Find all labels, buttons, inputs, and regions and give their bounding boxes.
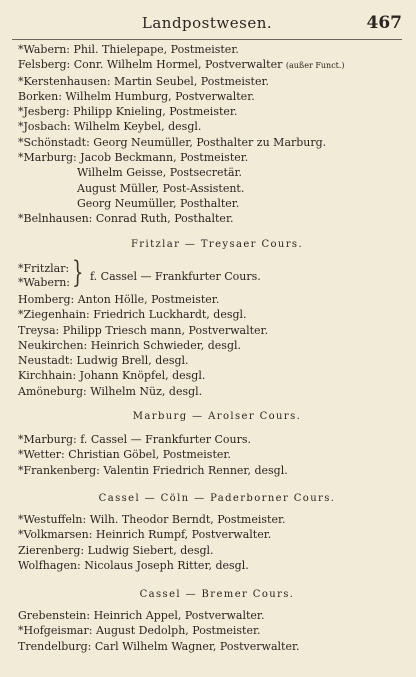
entry-line: Wolfhagen: Nicolaus Joseph Ritter, desgl. <box>18 558 249 572</box>
section-heading: Fritzlar — Treysaer Cours. <box>130 239 304 250</box>
entry-line: Kirchhain: Johann Knöpfel, desgl. <box>18 369 206 383</box>
entry-line: Grebenstein: Heinrich Appel, Postverwalter. <box>18 609 265 622</box>
entry-line: *Ziegenhain: Friedrich Luckhardt, desgl. <box>18 308 247 322</box>
entry-text: Felsberg: Conr. Wilhelm Hormel, Postverwalter <box>18 58 283 72</box>
section-wabern-marburg <box>0 42 416 227</box>
entry-line: Homberg: Anton Hölle, Postmeister. <box>18 293 220 306</box>
entry-line: *Wabern: Phil. Thielepape, Postmeister. <box>18 43 239 56</box>
entry-line: Treysa: Philipp Triesch mann, Postverwalter. <box>18 323 269 337</box>
section-marburg-arolser <box>0 410 416 478</box>
entry-line: Borken: Wilhelm Humburg, Postverwalter. <box>18 89 255 103</box>
brace-reference: f. Cassel — Frankfurter Cours. <box>90 270 261 283</box>
section-cassel-bremer <box>0 588 416 654</box>
brace-entry <box>0 255 416 292</box>
entry-line: *Hofgeismar: August Dedolph, Postmeister. <box>18 624 261 638</box>
entry-line: *Josbach: Wilhelm Keybel, desgl. <box>18 120 202 134</box>
section-heading: Cassel — Bremer Cours. <box>139 589 295 600</box>
place-label: *Wabern: <box>18 276 71 289</box>
section-heading: Marburg — Arolser Cours. <box>132 411 302 422</box>
entry-line: Zierenberg: Ludwig Siebert, desgl. <box>18 543 214 557</box>
entry-line-indented: Wilhelm Geisse, Postsecretär. <box>77 166 243 180</box>
entry-line: *Marburg: f. Cassel — Frankfurter Cours. <box>18 433 251 446</box>
entry-line: Trendelburg: Carl Wilhelm Wagner, Postverwalter. <box>18 639 300 653</box>
entry-line: *Westuffeln: Wilh. Theodor Berndt, Postmeister. <box>18 513 286 526</box>
section-fritzlar-treysaer <box>0 238 416 399</box>
entry-line-indented: Georg Neumüller, Posthalter. <box>77 196 240 210</box>
entry-line: *Belnhausen: Conrad Ruth, Posthalter. <box>18 212 234 226</box>
entry-line: *Frankenberg: Valentin Friedrich Renner, desgl. <box>18 463 288 477</box>
entry-line <box>0 57 416 73</box>
entry-line: Amöneburg: Wilhelm Nüz, desgl. <box>18 384 203 398</box>
page-number: 467 <box>366 13 402 33</box>
curly-brace: } <box>72 255 84 290</box>
place-label: *Fritzlar: <box>18 262 70 275</box>
entry-line: *Kerstenhausen: Martin Seubel, Postmeister. <box>18 74 270 88</box>
entry-line: *Schönstadt: Georg Neumüller, Posthalter zu Marburg. <box>18 135 327 149</box>
entry-note: (außer Funct.) <box>285 61 345 71</box>
entry-line: *Wetter: Christian Göbel, Postmeister. <box>18 448 231 462</box>
entry-line: *Marburg: Jacob Beckmann, Postmeister. <box>18 151 249 165</box>
section-cassel-coeln-paderborner <box>0 492 416 573</box>
entry-line: *Volkmarsen: Heinrich Rumpf, Postverwalter. <box>18 528 272 542</box>
entry-line: Neustadt: Ludwig Brell, desgl. <box>18 354 189 368</box>
entry-line: Neukirchen: Heinrich Schwieder, desgl. <box>18 338 241 352</box>
entry-line-indented: August Müller, Post-Assistent. <box>77 181 245 195</box>
section-heading: Cassel — Cöln — Paderborner Cours. <box>98 493 336 504</box>
page-title: Landpostwesen. <box>141 14 273 32</box>
running-header <box>12 14 402 36</box>
entry-line: *Jesberg: Philipp Knieling, Postmeister. <box>18 105 238 119</box>
header-rule <box>12 39 402 40</box>
brace-places <box>18 262 70 290</box>
